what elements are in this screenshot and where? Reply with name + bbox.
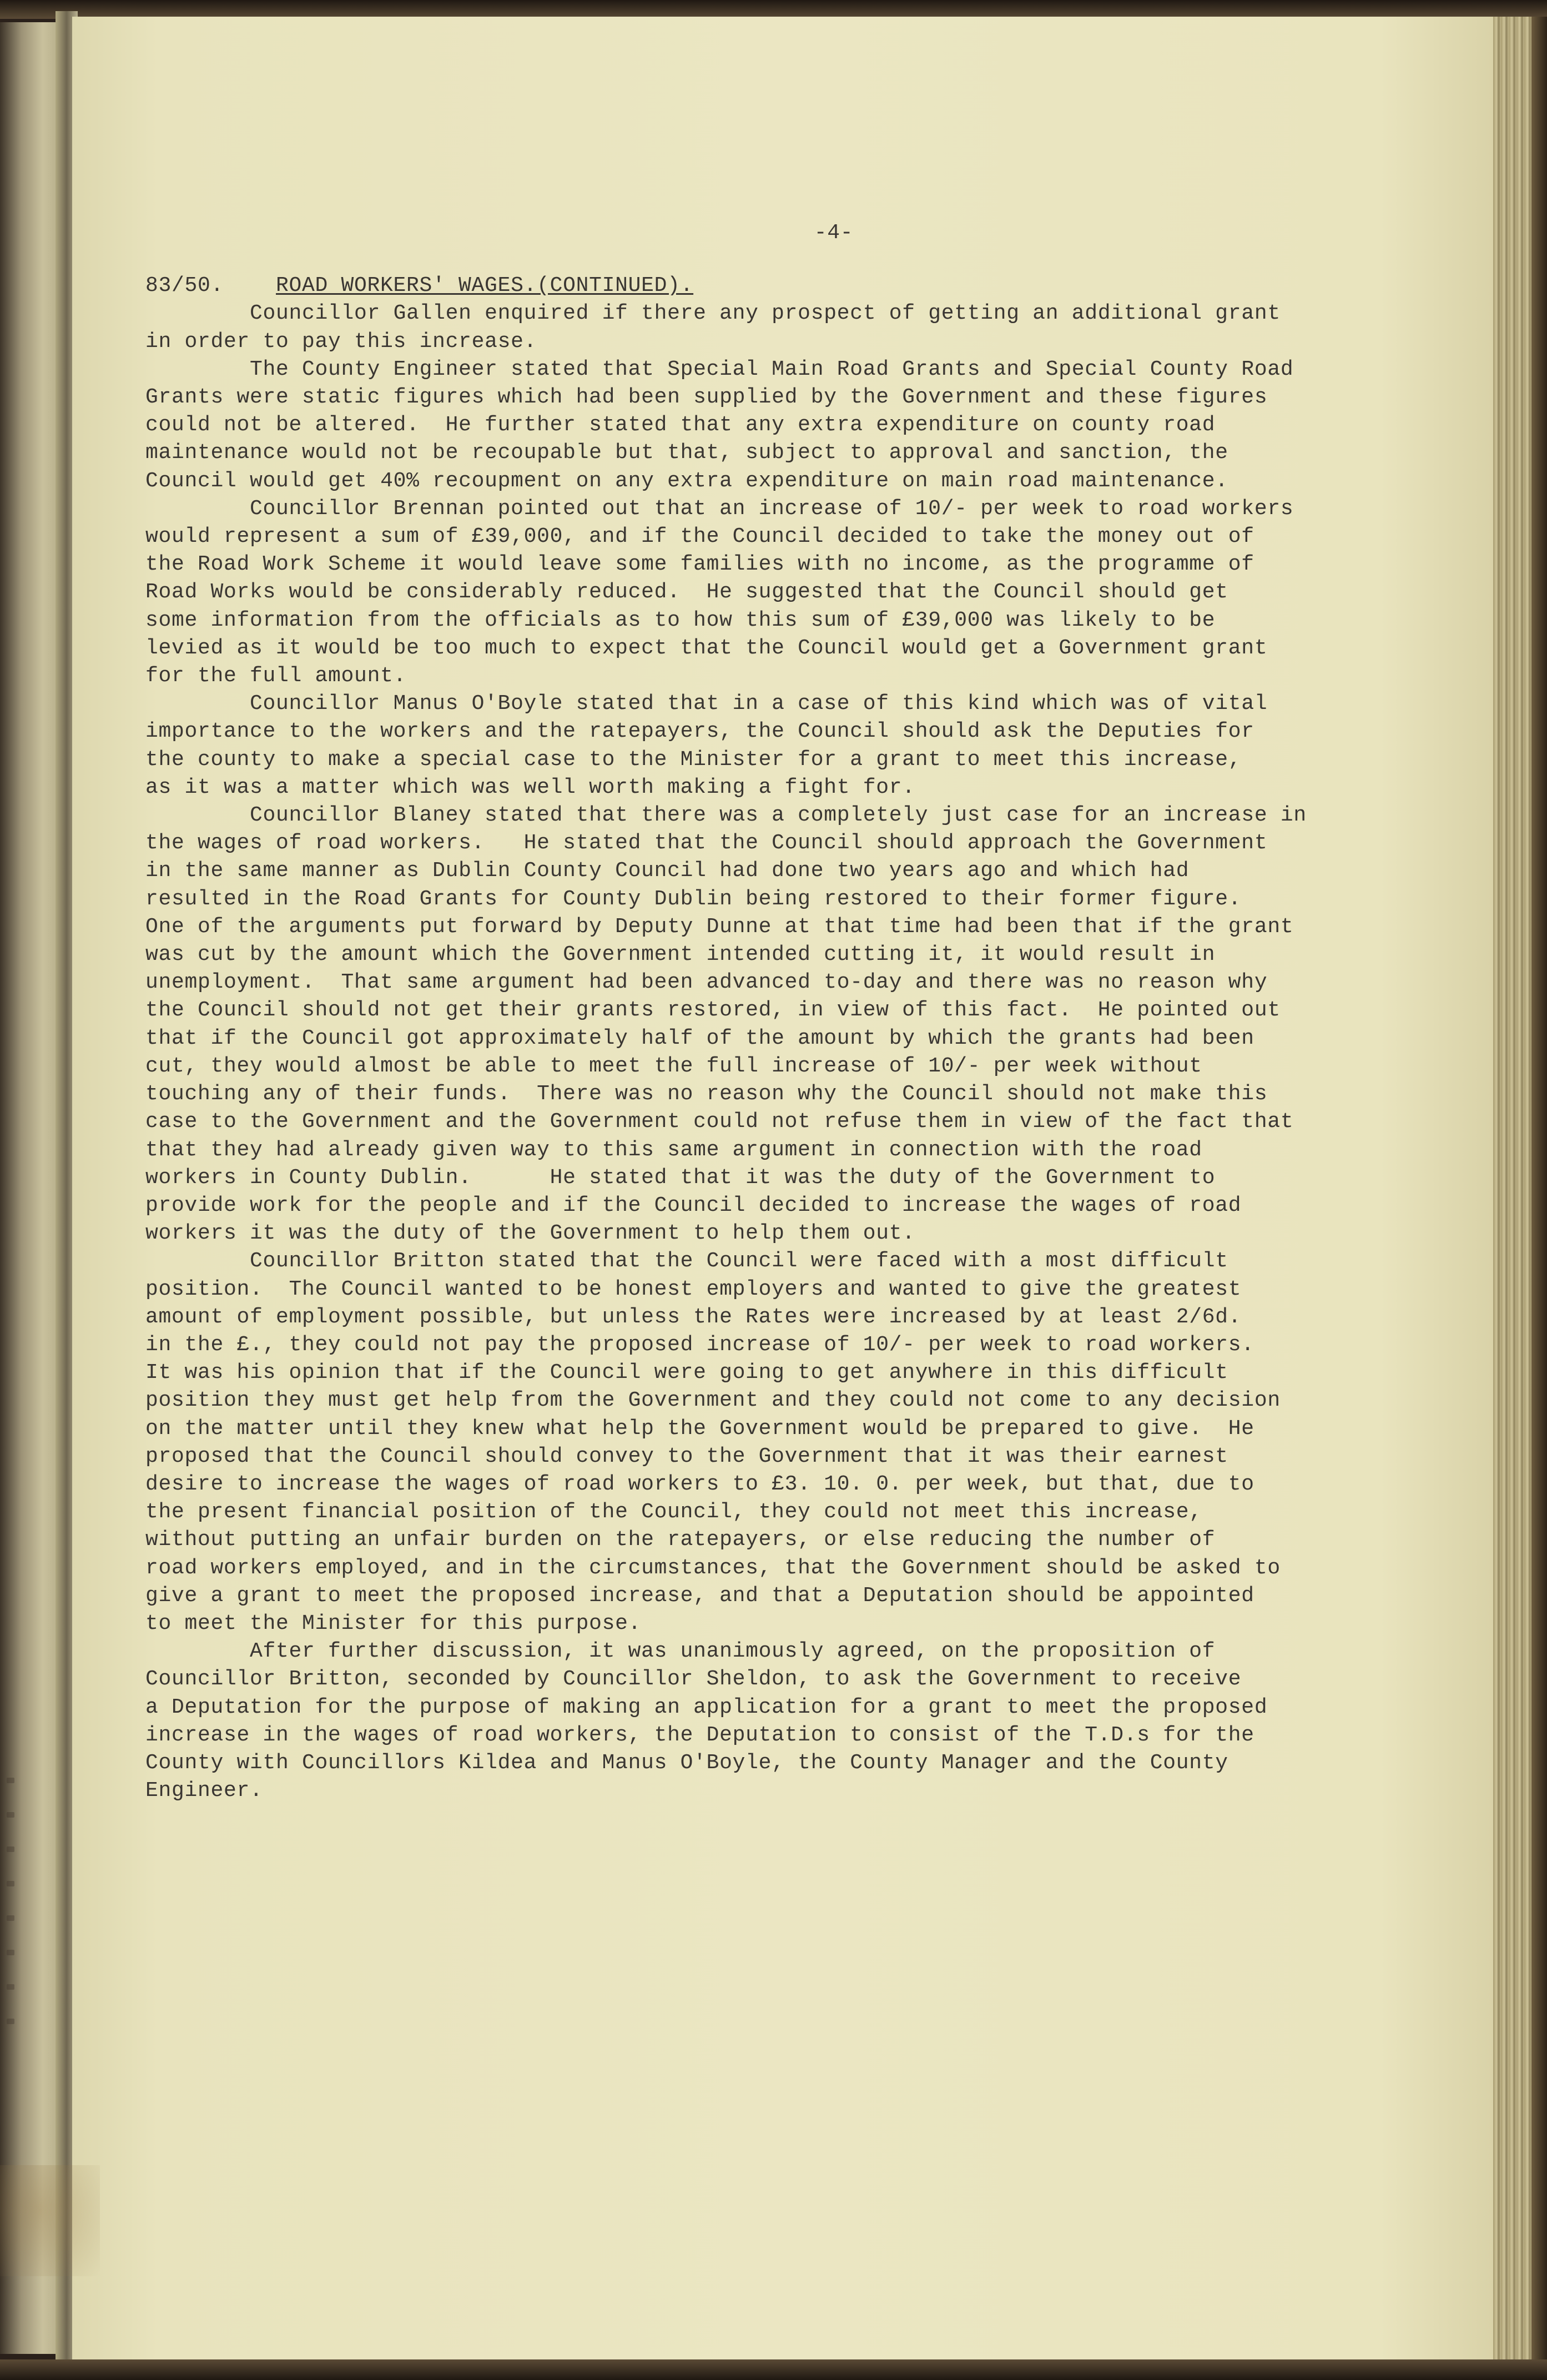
paragraph-britton: Councillor Britton stated that the Council were faced with a most difficult position. The Council wanted to be honest employers and wanted to give the greatest amount of employment possible, but unless the Rates were increased by at least 2/6d. in the £., they could not pay the proposed increase of 10/- per week to road workers. It was his opinion that if the Council were going to get anywhere in this difficult position they must get help from the Government and they could not come to any decision on the matter until they knew what help the Government would be prepared to give. He proposed that the Council should convey to the Government that it was their earnest desire to increase the wages of road workers to £3. 10. 0. per week, but that, due to the present financial position of the Council, they could not meet this increase, without putting an unfair burden on the ratepayers, or else reducing the number of road workers employed, and in the circumstances, that the Government should be asked to give a grant to meet the proposed increase, and that a Deputation should be appointed to meet the Minister for this purpose.: [145, 1249, 1281, 1636]
top-shadow: [0, 0, 1547, 19]
item-header: [145, 272, 1422, 300]
paragraph-resolution: After further discussion, it was unanimously agreed, on the proposition of Councillor Britton, seconded by Councillor Sheldon, to ask the Government to receive a Deputation for the purpose of making an application for a grant to meet the proposed increase in the wages of road workers, the Deputation to consist of the T.D.s for the County with Councillors Kildea and Manus O'Boyle, the County Manager and the County Engineer.: [145, 1639, 1268, 1803]
paragraph-brennan: Councillor Brennan pointed out that an increase of 10/- per week to road workers would represent a sum of £39,000, and if the Council decided to take the money out of the Road Work Scheme it would leave some families with no income, as the programme of Road Works would be considerably reduced. He suggested that the Council should get some information from the officials as to how this sum of £39,000 was likely to be levied as it would be too much to expect that the Council would get a Government grant for the full amount.: [145, 496, 1294, 688]
bottom-shadow: [0, 2359, 1547, 2380]
paper-stain: [0, 2165, 100, 2276]
document-text: [145, 219, 1422, 1805]
paragraph-blaney: Councillor Blaney stated that there was a completely just case for an increase in the wages of road workers. He stated that the Council should approach the Government in the same manner as Dublin County Council had done two years ago and which had resulted in the Road Grants for County Dublin being restored to their former figure. One of the arguments put forward by Deputy Dunne at that time had been that if the grant was cut by the amount which the Government intended cutting it, it would result in unemployment. That same argument had been advanced to-day and there was no reason why the Council should not get their grants restored, in view of this fact. He pointed out that if the Council got approximately half of the amount by which the grants had been cut, they would almost be able to meet the full increase of 10/- per week without touching any of their funds. There was no reason why the Council should not make this case to the Government and the Government could not refuse them in view of the fact that that they had already given way to this same argument in connection with the road workers in County Dublin. He stated that it was the duty of the Government to provide work for the people and if the Council decided to increase the wages of road workers it was the duty of the Government to help them out.: [145, 803, 1307, 1246]
item-heading: ROAD WORKERS' WAGES.(CONTINUED).: [276, 274, 694, 298]
paragraph-oboyle: Councillor Manus O'Boyle stated that in a case of this kind which was of vital importance to the workers and the ratepayers, the Council should ask the Deputies for the county to make a special case to the Minister for a grant to meet this increase, as it was a matter which was well worth making a fight for.: [145, 692, 1268, 799]
item-number: 83/50.: [145, 274, 224, 298]
margin-marks: [4, 1749, 21, 2082]
page-stack-edge: [1493, 17, 1547, 2362]
paragraph-county-engineer: The County Engineer stated that Special Main Road Grants and Special County Road Grants were static figures which had been supplied by the Government and these figures could not be altered. He further stated that any extra expenditure on county road maintenance would not be recoupable but that, subject to approval and sanction, the Council would get 40% recoupment on any extra expenditure on main road maintenance.: [145, 357, 1294, 493]
paragraph-gallen: Councillor Gallen enquired if there any prospect of getting an additional grant in order to pay this increase.: [145, 301, 1281, 354]
page-number: -4-: [814, 221, 854, 245]
